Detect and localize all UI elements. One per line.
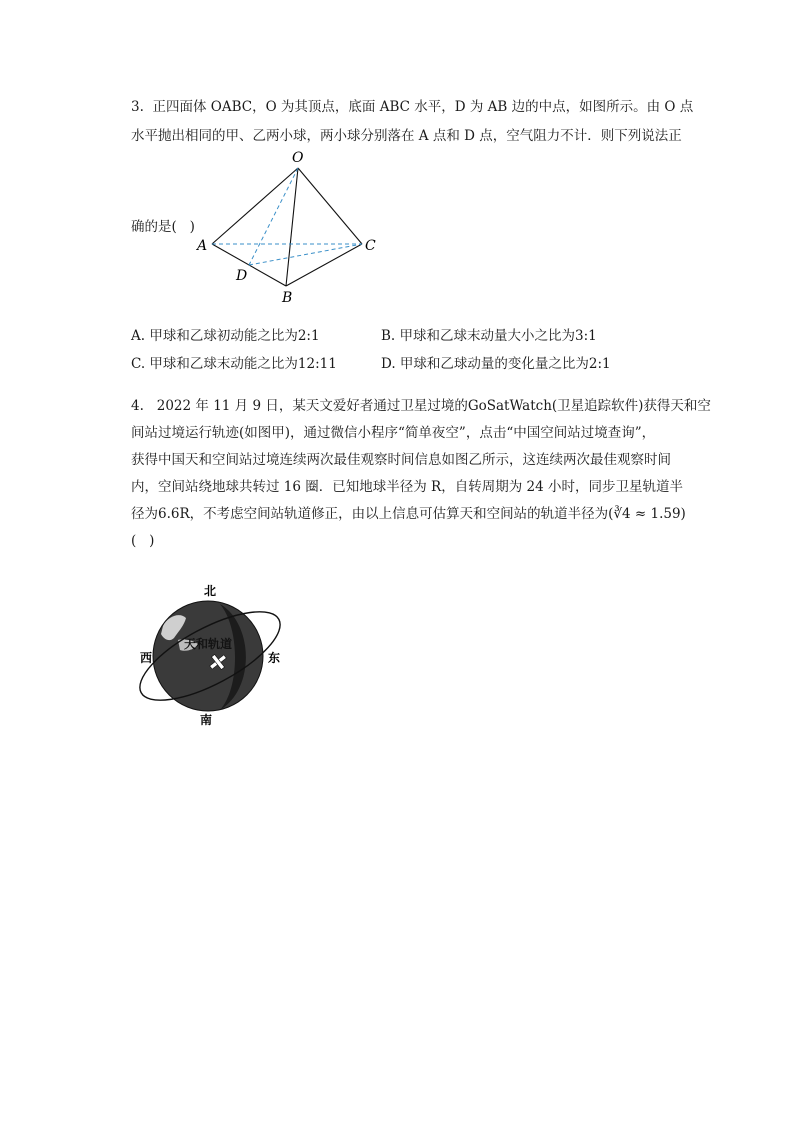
- label-west: 西: [140, 651, 153, 665]
- label-D: D: [236, 268, 248, 284]
- globe-orbit-figure: [128, 578, 288, 733]
- tetrahedron-figure: [190, 148, 390, 308]
- edge-OA: [212, 168, 298, 244]
- q4-line-5: 径为6.6R，不考虑空间站轨道修正，由以上信息可估算天和空间站的轨道半径为(∛4 ≈ 1.59): [131, 506, 686, 522]
- q4-line-3: 获得中国天和空间站过境连续两次最佳观察时间信息如图乙所示，这连续两次最佳观察时间: [131, 452, 671, 468]
- q3-option-d: D. 甲球和乙球动量的变化量之比为2:1: [381, 356, 611, 372]
- earth-globe: [153, 601, 263, 711]
- q4-line-1: 4. 2022 年 11 月 9 日，某天文爱好者通过卫星过境的GoSatWatch(卫星追踪软件)获得天和空: [131, 398, 711, 414]
- q4-line-6: ( ): [131, 533, 155, 549]
- label-O: O: [292, 150, 304, 166]
- q3-option-c: C. 甲球和乙球末动能之比为12:11: [131, 356, 337, 372]
- label-A: A: [197, 238, 208, 254]
- label-north: 北: [204, 584, 217, 598]
- q3-line-2: 水平抛出相同的甲、乙两小球，两小球分别落在 A 点和 D 点，空气阻力不计．则下列说法正: [131, 128, 682, 144]
- q3-line-1: 3. 正四面体 OABC，O 为其顶点，底面 ABC 水平，D 为 AB 边的中点，如图所示。由 O 点: [131, 99, 694, 115]
- q4-line-2: 间站过境运行轨迹(如图甲)，通过微信小程序“简单夜空”，点击“中国空间站过境查询”，: [131, 425, 656, 441]
- q3-option-b: B. 甲球和乙球末动量大小之比为3:1: [381, 328, 597, 344]
- edge-OB: [286, 168, 298, 286]
- label-B: B: [282, 290, 293, 306]
- q4-line-4: 内，空间站绕地球共转过 16 圈．已知地球半径为 R，自转周期为 24 小时，同步卫星轨道半: [131, 479, 683, 495]
- label-east: 东: [268, 651, 281, 665]
- edge-BC: [286, 244, 362, 286]
- line-DC-dashed: [249, 244, 362, 265]
- label-orbit: 天和轨道: [184, 637, 233, 651]
- q3-line-3: 确的是( ): [131, 219, 195, 235]
- q3-option-a: A. 甲球和乙球初动能之比为2:1: [131, 328, 320, 344]
- label-south: 南: [200, 713, 213, 727]
- label-C: C: [365, 238, 376, 254]
- line-OD-dashed: [249, 168, 298, 265]
- edge-OC: [298, 168, 362, 244]
